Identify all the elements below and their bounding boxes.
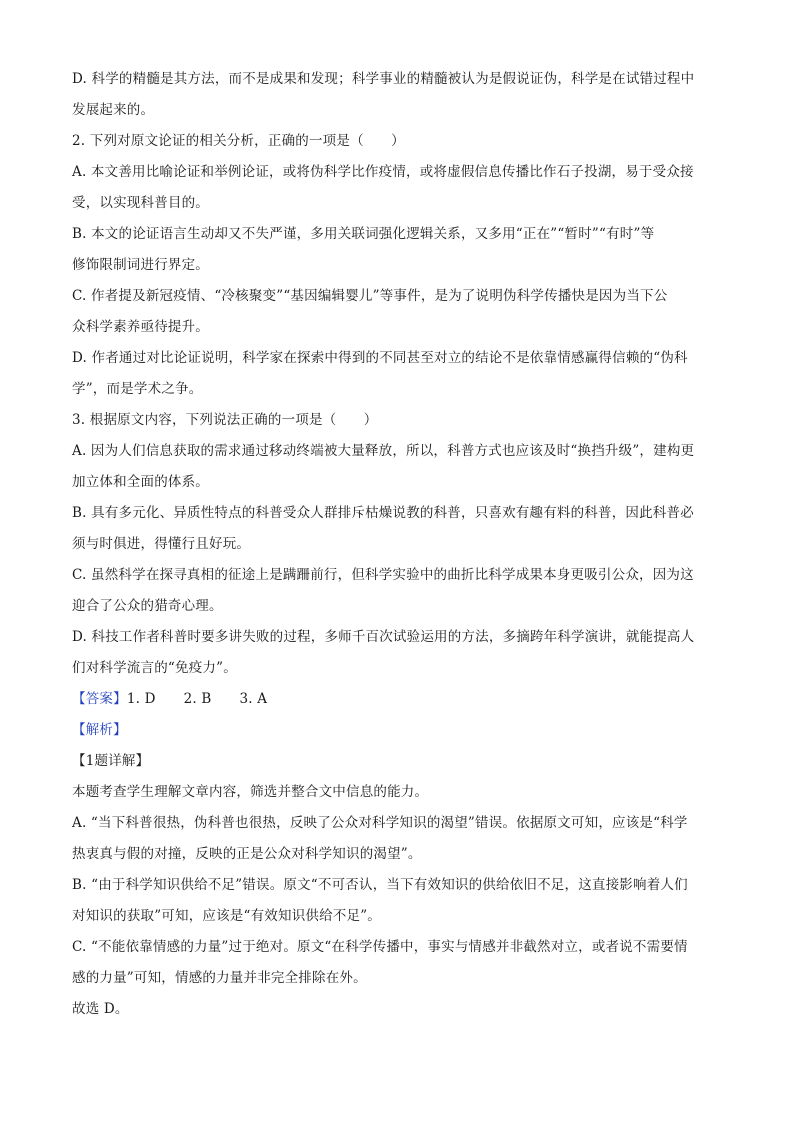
answer-value: 3. A	[239, 691, 268, 707]
answer-tag: 【答案】	[72, 691, 127, 707]
text-line: 修饰限制词进行界定。	[72, 257, 209, 273]
analysis-line: 热衷真与假的对撞，反映的正是公众对科学知识的渴望”。	[72, 846, 422, 862]
question-3-option-a: A. 因为人们信息获取的需求通过移动终端被大量释放，所以，科普方式也应该及时“换挡升级”，建构更	[72, 443, 695, 459]
analysis-line: B. “由于科学知识供给不足”错误。原文“不可否认，当下有效知识的供给依旧不足，这直接影响着人们	[72, 877, 688, 893]
analysis-line: C. “不能依靠情感的力量”过于绝对。原文“在科学传播中，事实与情感并非截然对立，或者说不需要情	[72, 939, 688, 955]
text-line: 加立体和全面的体系。	[72, 474, 209, 490]
analysis-line: 本题考查学生理解文章内容，筛选并整合文中信息的能力。	[72, 784, 429, 800]
analysis-conclusion: 故选 D。	[72, 1001, 129, 1017]
analysis-heading: 【解析】	[72, 722, 127, 738]
question-2-option-a: A. 本文善用比喻论证和举例论证，或将伪科学比作疫情，或将虚假信息传播比作石子投湖，易于受众接	[72, 164, 694, 180]
text-line: 学”，而是学术之争。	[72, 381, 203, 397]
question-3-option-c: C. 虽然科学在探寻真相的征途上是蹒跚前行，但科学实验中的曲折比科学成果本身更吸引公众，因为这	[72, 567, 694, 583]
document-page	[72, 64, 720, 1025]
answer-value: 2. B	[183, 691, 212, 707]
text-line: 们对科学流言的“免疫力”。	[72, 660, 237, 676]
question-3-option-b: B. 具有多元化、异质性特点的科普受众人群排斥枯燥说教的科普，只喜欢有趣有料的科普，因此科普必	[72, 505, 694, 521]
question-2-option-c: C. 作者提及新冠疫情、“冷核聚变”“基因编辑婴儿”等事件，是为了说明伪科学传播快是因为当下公	[72, 288, 668, 304]
text-line: 须与时俱进，得懂行且好玩。	[72, 536, 251, 552]
answer-line	[72, 684, 720, 715]
question-3-option-d: D. 科技工作者科普时要多讲失败的过程，多师千百次试验运用的方法，多摘跨年科学演讲，就能提高人	[72, 629, 695, 645]
text-line: D. 科学的精髓是其方法，而不是成果和发现；科学事业的精髓被认为是假说证伪，科学是在试错过程中	[72, 71, 695, 87]
question-3-stem: 3. 根据原文内容，下列说法正确的一项是（ ）	[72, 412, 378, 428]
text-line: 发展起来的。	[72, 102, 155, 118]
text-line: 迎合了公众的猎奇心理。	[72, 598, 223, 614]
analysis-line: 对知识的获取”可知，应该是“有效知识供给不足”。	[72, 908, 382, 924]
analysis-line: 感的力量”可知，情感的力量并非完全排除在外。	[72, 970, 367, 986]
question-2-stem: 2. 下列对原文论证的相关分析，正确的一项是（ ）	[72, 133, 405, 149]
text-line: 受，以实现科普目的。	[72, 195, 209, 211]
text-line: 众科学素养亟待提升。	[72, 319, 209, 335]
analysis-subheading: 【1题详解】	[72, 753, 150, 769]
question-2-option-d: D. 作者通过对比论证说明，科学家在探索中得到的不同甚至对立的结论不是依靠情感赢得信赖的“伪科	[72, 350, 688, 366]
question-2-option-b: B. 本文的论证语言生动却又不失严谨，多用关联词强化逻辑关系，又多用“正在”“暂时”“有时”等	[72, 226, 655, 242]
answer-value: 1. D	[126, 691, 156, 707]
analysis-line: A. “当下科普很热，伪科普也很热，反映了公众对科学知识的渴望”错误。依据原文可知，应该是“科学	[72, 815, 688, 831]
